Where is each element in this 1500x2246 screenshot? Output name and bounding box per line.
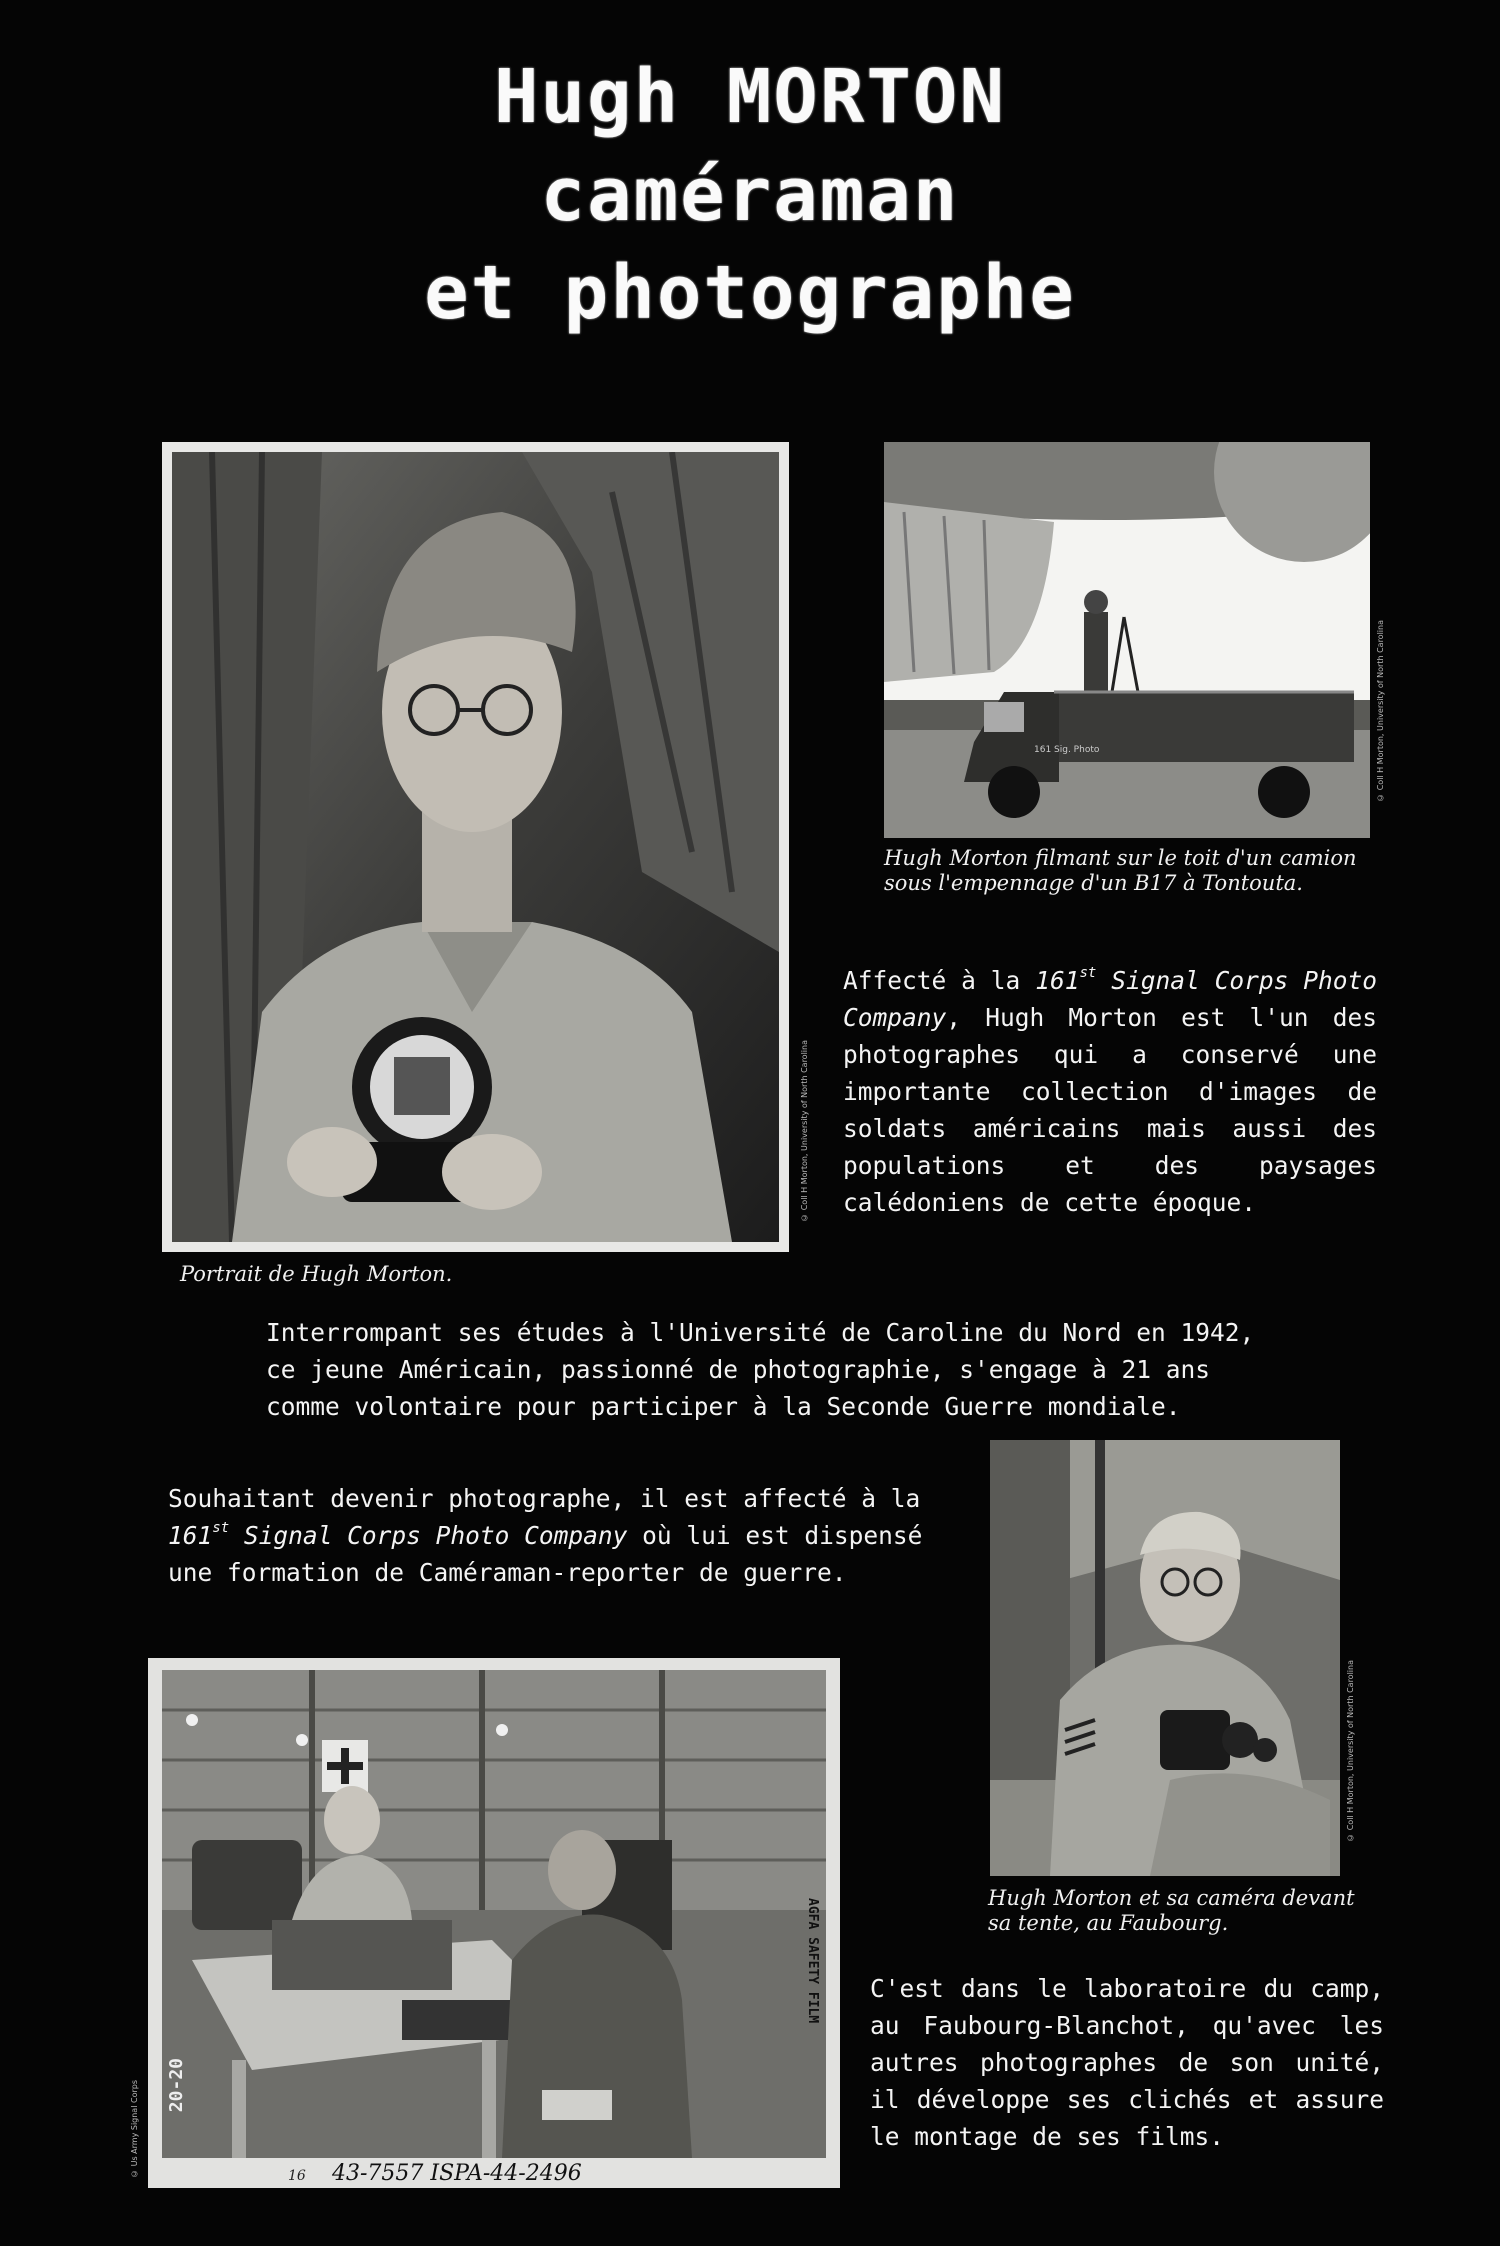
portrait-photo <box>162 442 789 1252</box>
p2-line-1: Interrompant ses études à l'Université de Caroline du Nord en 1942, <box>266 1318 1255 1347</box>
truck-caption-line-1: Hugh Morton filmant sur le toit d'un camion <box>884 846 1357 870</box>
portrait-credit: © Coll H Morton, University of North Carolina <box>800 1040 809 1222</box>
tent-photo <box>990 1440 1340 1876</box>
truck-photo <box>884 442 1370 838</box>
truck-door-text: 161 Sig. Photo <box>1034 745 1100 755</box>
lab-bottom-number: 43-7557 ISPA-44-2496 <box>332 2161 582 2186</box>
tent-caption-line-2: sa tente, au Faubourg. <box>988 1911 1229 1935</box>
p3-unit-number: 161 <box>168 1521 213 1550</box>
p1-unit-suffix: st <box>1079 965 1097 981</box>
p1-text-end: , Hugh Morton est l'un des photographes qui a conservé une importante collection d'images de soldats américains mais aussi des populations et des paysages calédoniens de cette époque. <box>843 1003 1377 1217</box>
p2-line-2: ce jeune Américain, passionné de photographie, s'engage à 21 ans <box>266 1355 1211 1384</box>
p2-line-3: comme volontaire pour participer à la Seconde Guerre mondiale. <box>266 1392 1181 1421</box>
truck-credit: © Coll H Morton, University of North Carolina <box>1376 620 1385 802</box>
lab-left-number: 20-20 <box>166 2058 187 2113</box>
tent-caption-line-1: Hugh Morton et sa caméra devant <box>988 1886 1355 1910</box>
paragraph-enlistment <box>266 1314 1386 1425</box>
p3-text-end: où lui est dispensé une formation de Caméraman-reporter de guerre. <box>168 1521 923 1587</box>
paragraph-training <box>168 1480 928 1591</box>
lab-film-edge: AGFA SAFETY FILM <box>805 1898 820 2024</box>
lab-photo <box>148 1658 840 2188</box>
page-title <box>0 48 1500 342</box>
p3-text-start: Souhaitant devenir photographe, il est affecté à la <box>168 1484 921 1513</box>
title-line-3: et photographe <box>424 250 1076 336</box>
p3-unit-suffix: st <box>212 1520 230 1536</box>
tent-caption <box>988 1886 1355 1936</box>
lab-credit: © Us Army Signal Corps <box>130 2080 139 2178</box>
truck-caption <box>884 846 1357 896</box>
truck-caption-line-2: sous l'empennage d'un B17 à Tontouta. <box>884 871 1303 895</box>
tent-credit: © Coll H Morton, University of North Carolina <box>1346 1660 1355 1842</box>
p1-text-start: Affecté à la <box>843 966 1036 995</box>
p1-unit-number: 161 <box>1035 966 1080 995</box>
lab-bottom-small: 16 <box>288 2168 306 2184</box>
portrait-caption: Portrait de Hugh Morton. <box>180 1262 453 1286</box>
paragraph-assignment <box>843 962 1377 1221</box>
paragraph-laboratory: C'est dans le laboratoire du camp, au Faubourg-Blanchot, qu'avec les autres photographes de son unité, il développe ses clichés et assure le montage de ses films. <box>870 1974 1384 2151</box>
title-line-1: Hugh MORTON <box>493 54 1007 140</box>
p3-unit-name: Signal Corps Photo Company <box>229 1521 628 1550</box>
title-line-2: caméraman <box>540 152 960 238</box>
p1-unit-name: Signal Corps Photo Company <box>843 966 1377 1032</box>
